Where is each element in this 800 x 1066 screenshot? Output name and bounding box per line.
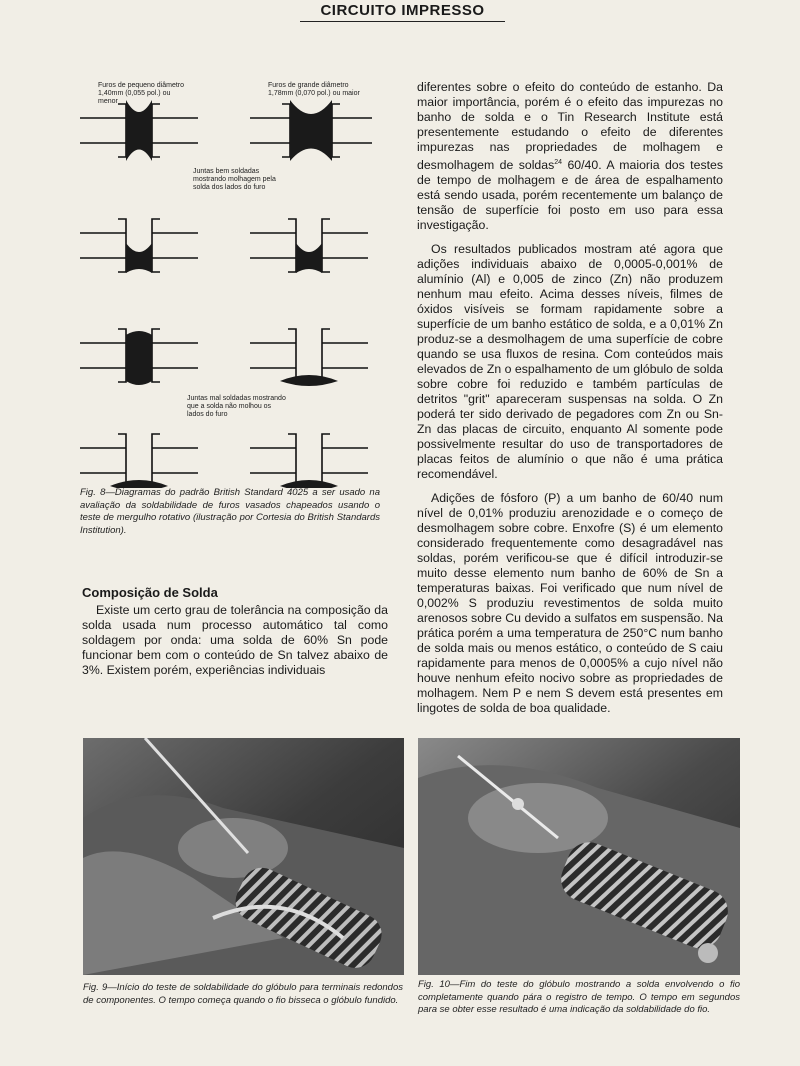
right-column bbox=[417, 80, 723, 725]
figure-8-caption: Fig. 8—Diagramas do padrão British Standard 4025 a ser usado na avaliação da soldabilidade de furos vasados chapeados usando o teste de mergulho rotativo (ilustração por Cortesia do British Standards Institution). bbox=[80, 487, 380, 536]
p1-text-end: 60/40. A maioria dos testes de tempo de molhagem e de área de espalhamento está sendo usada, porém recentemente um balanço de tensão de superfície foi posto em uso para essa investigação. bbox=[417, 158, 723, 233]
figure-10-caption: Fig. 10—Fim do teste do glóbulo mostrando a solda envolvendo o fio completamente quando pára o registro de tempo. O tempo em segundos para se obter esse resultado é uma indicação da soldabilidade do fio. bbox=[418, 979, 740, 1015]
label-large-holes: Furos de grande diâmetro 1,78mm (0,070 pol.) ou maior bbox=[268, 82, 360, 97]
page-header: CIRCUITO IMPRESSO bbox=[300, 2, 505, 22]
figure-10-photo bbox=[418, 738, 740, 975]
figure-9-caption: Fig. 9—Início do teste de soldabilidade do glóbulo para terminais redondos de componentes. O tempo começa quando o fio bisseca o glóbulo fundido. bbox=[83, 982, 403, 1006]
left-paragraph: Existe um certo grau de tolerância na composição da solda usada num processo automático tal como soldagem por onda: uma solda de 60% Sn pode funcionar bem com o conteúdo de Sn talvez abaixo de 3%. Existem porém, experiências individuais bbox=[82, 603, 388, 677]
label-bad-joints: Juntas mal soldadas mostrando que a solda não molhou os lados do furo bbox=[187, 395, 286, 418]
right-paragraph-2: Os resultados publicados mostram até agora que adições individuais abaixo de 0,0005-0,001% de alumínio (Al) e 0,005 de zinco (Zn) não produzem nenhum mau efeito. Acima desses níveis, filmes de óxidos visíveis se formam rapidamente sobre a superfície de um banho estático de solda, e a 0,01% Zn produz-se a desmolhagem de uma superfície de cobre quando se usa fluxos de resina. Com conteúdos mais elevados de Zn o espalhamento de um glóbulo de solda sobre cobre foi reduzido e também partículas de detritos "grit" apareceram suspensas na solda. O Zn poderá ter sido derivado de pegadores com Zn ou Sn-Zn das placas de circuito, enquanto Al somente pode possivelmente resultar do uso de transportadores de placas feitos de alumínio o que não é uma prática recomendável. bbox=[417, 242, 723, 482]
right-paragraph-3: Adições de fósforo (P) a um banho de 60/40 num nível de 0,01% produziu arenozidade e o começo de desmolhagem sobre cobre. Enxofre (S) é um elemento considerado frequentemente como desagradável nas soldas, porém verificou-se que é difícil introduzir-se muito desse elemento num banho de 60% de Sn a temperaturas baixas. Foi verificado que num nível de 0,002% S produziu revestimentos de solda muito arenosos sobre Cu devido a sulfatos em suspensão. Na prática porém a uma temperatura de 250°C num banho de solda mais ou menos estático, o conteúdo de S caiu rapidamente para menos de 0,0005% a cujo nível não houve nenhum efeito nocivo sobre as propriedades de molhagem. Nem P e nem S devem está presentes em lingotes de solda de boa qualidade. bbox=[417, 491, 723, 716]
p1-text: diferentes sobre o efeito do conteúdo de estanho. Da maior importância, porém é o efeito das impurezas no banho de solda e o Tin Research Institute está presentemente estudando o efeito de diferentes impurezas nas propriedades de molhagem e desmolhagem de soldas bbox=[417, 80, 723, 173]
label-small-holes: Furos de pequeno diâmetro 1,40mm (0,055 pol.) ou menor bbox=[98, 82, 184, 105]
joint-diagrams-svg bbox=[80, 78, 390, 488]
figure-8-diagrams bbox=[80, 78, 390, 488]
left-column bbox=[82, 585, 388, 678]
footnote-ref: 24 bbox=[554, 159, 563, 166]
right-paragraph-1 bbox=[417, 80, 723, 233]
label-good-joints: Juntas bem soldadas mostrando molhagem pela solda dos lados do furo bbox=[193, 168, 276, 191]
figure-9-photo bbox=[83, 738, 404, 975]
section-title: Composição de Solda bbox=[82, 585, 218, 600]
